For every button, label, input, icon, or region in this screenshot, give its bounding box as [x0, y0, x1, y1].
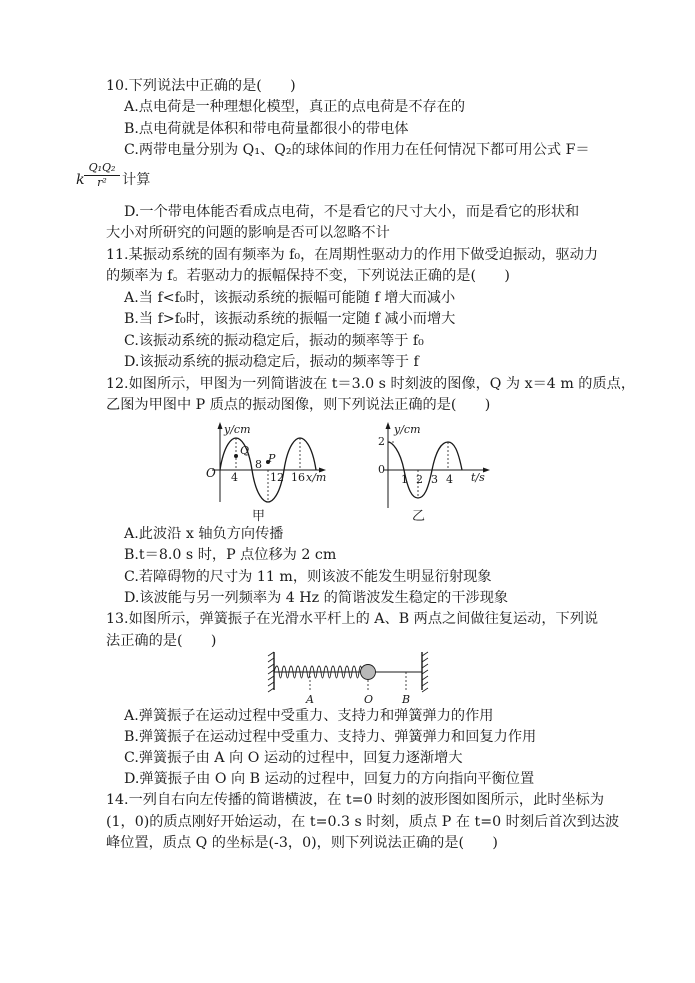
jia-y-arrow: [218, 422, 223, 429]
jia-x-label: x/m: [306, 471, 327, 484]
left-wall: [268, 652, 274, 692]
q10-formula-tail: 计算: [122, 172, 151, 188]
q14-line-1: 14.一列自右向左传播的简谐横波，在 t=0 时刻的波形图如图所示，此时坐标为: [106, 792, 605, 808]
q10-formula-fraction: [84, 161, 120, 190]
jia-label-q: Q: [240, 444, 250, 457]
yi-tick-2: 2: [416, 473, 423, 486]
jia-point-q: [234, 454, 238, 458]
q10-option-c: C.两带电量分别为 Q₁、Q₂的球体间的作用力在任何情况下都可用公式 F＝: [124, 142, 590, 158]
q12-stem-2: 乙图为甲图中 P 质点的振动图像，则下列说法正确的是( ): [106, 397, 491, 413]
q13-option-a: A.弹簧振子在运动过程中受重力、支持力和弹簧弹力的作用: [124, 708, 494, 724]
q12-wave-graph-jia: [200, 420, 335, 516]
yi-x-label: t/s: [471, 471, 485, 484]
q11-stem-2: 的频率为 f。若驱动力的振幅保持不变，下列说法正确的是( ): [106, 268, 510, 284]
yi-caption: 乙: [412, 509, 426, 524]
q11-option-d: D.该振动系统的振动稳定后，振动的频率等于 f: [124, 354, 419, 370]
q10-option-b: B.点电荷就是体积和带电荷量都很小的带电体: [124, 121, 409, 137]
jia-tick-4: 4: [231, 471, 238, 484]
q13-stem-2: 法正确的是( ): [106, 633, 217, 649]
yi-tick-3: 3: [431, 473, 438, 486]
jia-caption: 甲: [252, 509, 266, 524]
q10-stem: 10.下列说法中正确的是( ): [106, 78, 296, 94]
q11-stem-1: 11.某振动系统的固有频率为 f₀，在周期性驱动力的作用下做受迫振动，驱动力: [106, 247, 599, 263]
yi-ytick-0: 0: [378, 463, 385, 476]
oscillator-ball: [361, 665, 376, 680]
q12-option-d: D.该波能与另一列频率为 4 Hz 的简谐波发生稳定的干涉现象: [124, 590, 509, 606]
q10-option-a: A.点电荷是一种理想化模型，真正的点电荷是不存在的: [124, 99, 466, 115]
yi-tick-1: 1: [401, 473, 408, 486]
q10-formula-numerator: Q₁Q₂: [84, 161, 120, 176]
q12-option-c: C.若障碍物的尺寸为 11 m，则该波不能发生明显衍射现象: [124, 569, 492, 585]
q12-vibration-graph-yi: [370, 420, 500, 516]
q13-label-a: A: [306, 693, 314, 706]
q11-option-a: A.当 f<f₀时，该振动系统的振幅可能随 f 增大而减小: [124, 290, 456, 306]
q13-option-c: C.弹簧振子由 A 向 O 运动的过程中，回复力逐渐增大: [124, 750, 463, 766]
q10-option-d: D.一个带电体能否看成点电荷，不是看它的尺寸大小，而是看它的形状和: [124, 204, 580, 220]
q12-option-b: B.t＝8.0 s 时，P 点位移为 2 cm: [124, 547, 337, 563]
yi-y-arrow: [386, 422, 391, 429]
jia-tick-16: 16: [291, 471, 305, 484]
yi-tick-4: 4: [446, 473, 453, 486]
yi-y-label: y/cm: [394, 423, 421, 436]
jia-y-label: y/cm: [224, 423, 251, 436]
q12-option-a: A.此波沿 x 轴负方向传播: [124, 526, 284, 542]
jia-tick-8: 8: [255, 458, 262, 471]
right-wall: [422, 652, 428, 692]
q14-line-3: 峰位置，质点 Q 的坐标是(-3，0)，则下列说法正确的是( ): [106, 835, 498, 851]
jia-tick-12: 12: [270, 471, 284, 484]
q11-option-c: C.该振动系统的振动稳定后，振动的频率等于 f₀: [124, 333, 424, 349]
q10-formula-denominator: r²: [97, 176, 107, 189]
q14-line-2: (1，0)的质点刚好开始运动，在 t=0.3 s 时刻，质点 P 在 t=0 时刻后首次到达波: [106, 814, 620, 830]
q10-formula-k: k: [76, 172, 85, 188]
jia-origin: O: [206, 466, 216, 480]
q13-option-b: B.弹簧振子在运动过程中受重力、支持力、弹簧弹力和回复力作用: [124, 729, 537, 745]
q13-option-d: D.弹簧振子由 O 向 B 运动的过程中，回复力的方向指向平衡位置: [124, 771, 535, 787]
q13-label-o: O: [364, 693, 374, 706]
q13-label-b: B: [402, 693, 411, 706]
q11-option-b: B.当 f>f₀时，该振动系统的振幅一定随 f 减小而增大: [124, 311, 456, 327]
yi-ytick-2: 2: [378, 435, 385, 448]
jia-label-p: P: [268, 452, 276, 465]
q13-stem-1: 13.如图所示，弹簧振子在光滑水平杆上的 A、B 两点之间做往复运动，下列说: [106, 611, 599, 627]
q12-stem-1: 12.如图所示，甲图为一列简谐波在 t＝3.0 s 时刻波的图像，Q 为 x＝4 m 的质点，: [106, 376, 636, 392]
q10-option-d-cont: 大小对所研究的问题的影响是否可以忽略不计: [106, 225, 390, 241]
